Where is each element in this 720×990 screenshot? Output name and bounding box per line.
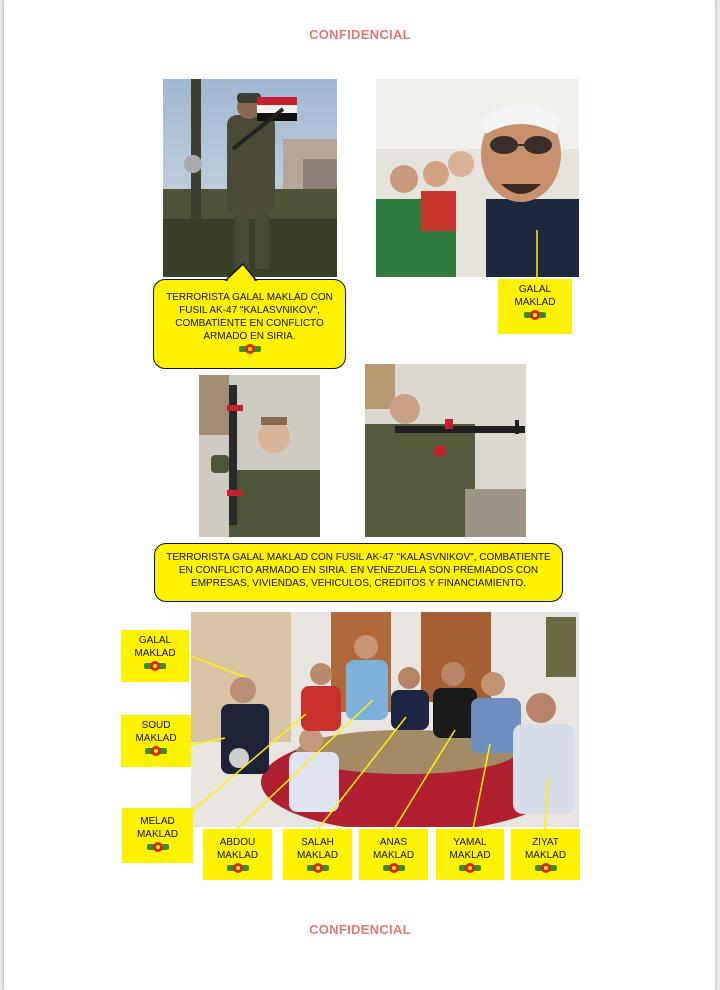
label-galal-left-first: GALAL [138,635,172,646]
photo-soldier-tank-image [163,79,337,277]
hezbollah-logo-icon [307,863,329,873]
header-confidencial: CONFIDENCIAL [309,27,411,42]
photo-aiming-rifle-image [365,364,526,537]
hezbollah-logo-icon [147,842,169,852]
hezbollah-logo-icon [524,310,546,320]
label-galal-top [498,279,572,334]
photo-selfie-image [376,79,579,277]
photo-aiming-rifle [365,364,526,537]
label-melad-first: MELAD [140,816,175,827]
caption-bubble-top [153,279,346,369]
label-salah-first: SALAH [301,837,334,848]
caption-middle-line-2: EN CONFLICTO ARMADO EN SIRIA. EN VENEZUELA SON PREMIADOS CON [178,565,539,576]
label-galal-top-first: GALAL [518,284,552,295]
hezbollah-logo-icon [144,661,166,671]
label-salah-last: MAKLAD [296,850,339,861]
label-ziyat-last: MAKLAD [524,850,567,861]
hezbollah-logo-icon [227,863,249,873]
photo-soldier-tank [163,79,337,277]
label-galal-top-last: MAKLAD [514,297,556,308]
photo-family-dinner-image [191,612,579,827]
caption-middle-line-1: TERRORISTA GALAL MAKLAD CON FUSIL AK-47 "KALASVNIKOV", COMBATIENTE [166,552,551,563]
label-abdou [203,829,272,880]
hezbollah-logo-icon [383,863,405,873]
label-salah [283,829,352,880]
label-galal-left-last: MAKLAD [134,648,176,659]
caption-top-line-4: ARMADO EN SIRIA. [203,331,296,342]
label-yamal [436,829,504,880]
hezbollah-logo-icon [459,863,481,873]
label-anas-last: MAKLAD [372,850,415,861]
photo-family-dinner [191,612,579,827]
label-anas-first: ANAS [379,837,408,848]
hezbollah-logo-icon [239,344,261,354]
caption-top-line-3: COMBATIENTE EN CONFLICTO [175,318,324,329]
hezbollah-logo-icon [535,863,557,873]
label-ziyat-first: ZIYAT [532,837,559,848]
label-melad [122,808,193,863]
label-melad-last: MAKLAD [136,829,179,840]
label-anas [359,829,428,880]
label-yamal-last: MAKLAD [449,850,491,861]
footer-confidencial: CONFIDENCIAL [309,922,411,937]
label-galal-left [121,630,189,682]
caption-bubble-middle [154,543,563,602]
caption-top-line-2: FUSIL AK-47 "KALASVNIKOV", [179,305,320,316]
hezbollah-logo-icon [145,746,167,756]
caption-middle-line-3: EMPRESAS, VIVIENDAS, VEHICULOS, CREDITOS Y FINANCIAMIENTO. [191,578,526,589]
label-abdou-last: MAKLAD [216,850,259,861]
label-soud [121,715,191,767]
label-abdou-first: ABDOU [219,837,256,848]
label-yamal-first: YAMAL [453,837,487,848]
label-ziyat [511,829,580,880]
photo-rifle-portrait-image [199,375,320,537]
label-soud-first: SOUD [141,720,171,731]
photo-selfie [376,79,579,277]
caption-top-line-1: TERRORISTA GALAL MAKLAD CON [166,292,333,303]
label-soud-last: MAKLAD [135,733,177,744]
photo-rifle-portrait [199,375,320,537]
